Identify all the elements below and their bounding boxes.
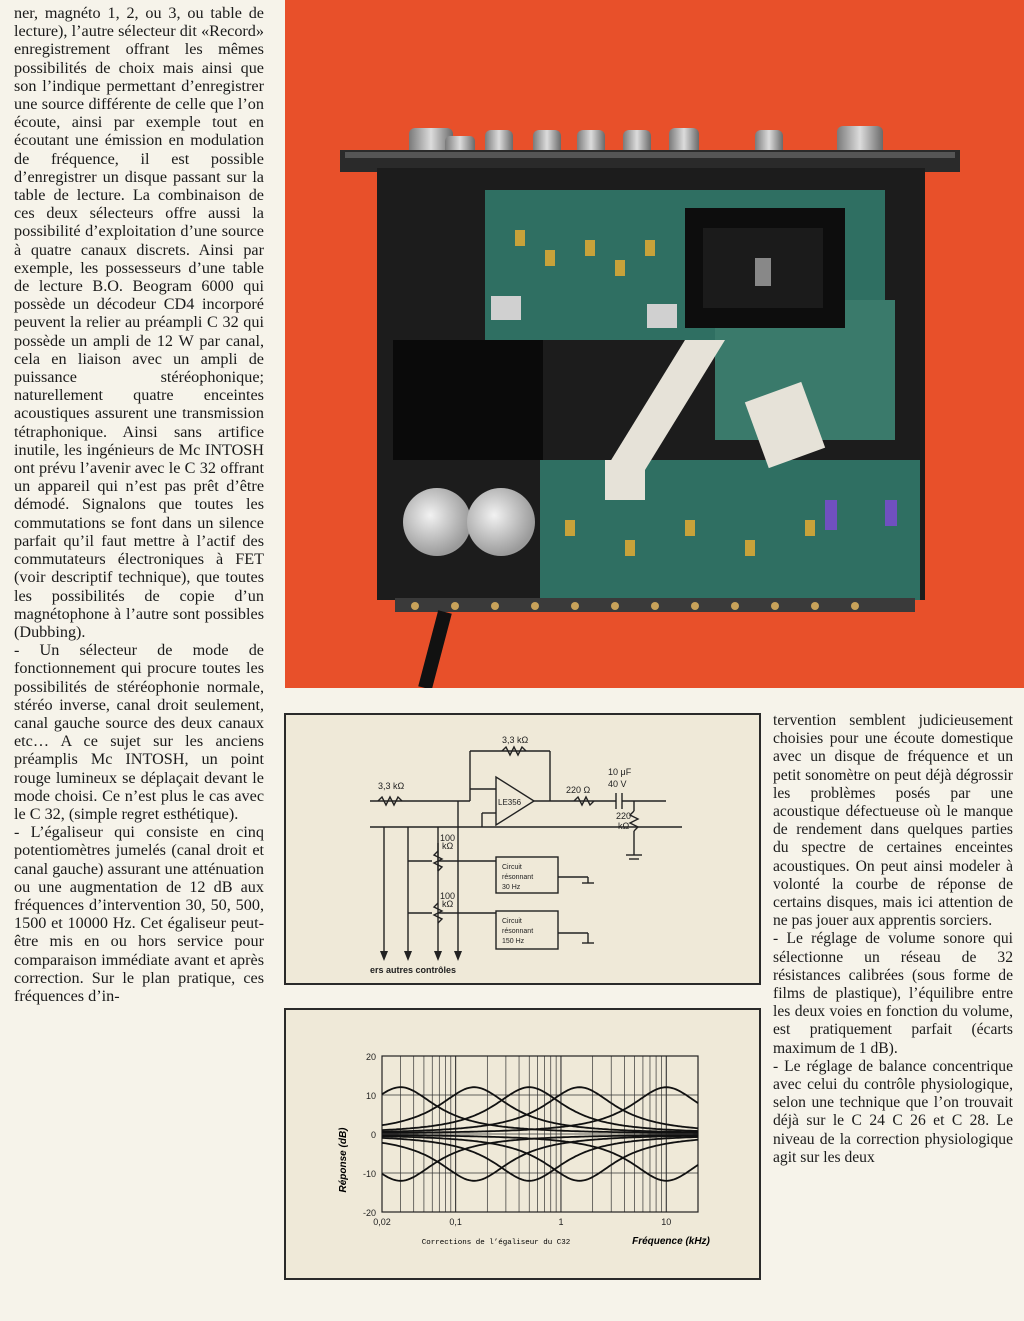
r-feedback-label: 3,3 kΩ xyxy=(502,735,529,745)
eq-curve-1500-hz-cut xyxy=(382,1136,698,1181)
paragraph: ner, magnéto 1, 2, ou 3, ou table de lecture), l’autre sélecteur dit «Record» enregistrement offrant les mêmes possibilités de choix mais ainsi que son l’indique permettant d’enregistrer une source différente de celle que l’on écoute, ainsi par exemple tout en écoutant une émission en modulation de fréquence, il est possible d’enregistrer un disque passant sur la table de lecture. La combinaison de ces deux sélecteurs offre aussi la possibilité d’exploitation d’une source à quatre canaux discrets. Ainsi par exemple, les possesseurs d’une table de lecture B.O. Beogram 6000 qui possède un décodeur CD4 incorporé peuvent la relier au préampli C 32 qui possède un ampli de 12 W par canal, cela en liaison avec un ampli de puissance stéréophonique; naturellement quatre enceintes acoustiques assurent une transmission tétraphonique. Ainsi sans artifice inutile, les ingénieurs de Mc INTOSH ont prévu l’avenir avec le C 32 offrant un appareil qui n’est pas prêt d’être démodé. Signalons que toutes les commutations se font dans un silence parfait qu’il faut mettre à l’actif des commutateurs électroniques à FET (voir descriptif technique), que toutes les possibilités de copie d’un magnétophone à l’autre sont possibles (Dubbing). xyxy=(14,4,264,641)
eq-curve-1500-hz-boost xyxy=(382,1087,698,1132)
preamp-interior-photo xyxy=(285,0,1024,688)
x-tick-label: 0,1 xyxy=(449,1217,462,1227)
bottom-label: ers autres contrôles xyxy=(370,965,457,975)
x-tick-label: 0,02 xyxy=(373,1217,391,1227)
eq-curve-500-hz-boost xyxy=(382,1087,698,1131)
pot1-value-label: 100 xyxy=(440,833,456,843)
paragraph: - Un sélecteur de mode de fonctionnement qui procure toutes les possibilités de stéréophonie normale, stéréo inverse, canal droit seulement, canal gauche source des deux canaux etc… A ce sujet sur les anciens préamplis Mc INTOSH, un point rouge lumineux se déplaçait devant le mode choisi. Ce n’est plus le cas avec le C 32, (simple regret esthétique). xyxy=(14,641,264,823)
left-text-column xyxy=(14,4,264,1005)
box1-line1: Circuit xyxy=(502,864,522,871)
y-tick-label: 10 xyxy=(365,1091,376,1101)
x-axis-label: Fréquence (kHz) xyxy=(632,1236,710,1247)
y-tick-label: 0 xyxy=(370,1130,376,1140)
paragraph: - Le réglage de volume sonore qui sélectionne un réseau de 32 résistances calibrées (sous forme de films de plastique), l’équilibre entre les deux voies en fonction du volume, est pratiquement parfait (écarts maximum de 1 dB). xyxy=(773,930,1013,1057)
r-load-value-label: 220 xyxy=(616,811,632,821)
opamp-label: LE356 xyxy=(498,798,522,807)
preamp-interior-photo-icon xyxy=(285,0,1024,688)
schematic-diagram xyxy=(286,715,759,983)
pot1-unit-label: kΩ xyxy=(442,841,454,851)
box1-line3: 30 Hz xyxy=(502,884,521,891)
pot2-unit-label: kΩ xyxy=(442,899,454,909)
y-tick-label: -10 xyxy=(362,1169,376,1179)
cap-value-label: 10 μF xyxy=(608,767,632,777)
chart-svg xyxy=(286,1010,759,1278)
box2-line2: résonnant xyxy=(502,928,534,935)
r-series-label: 220 Ω xyxy=(566,785,591,795)
cap-voltage-label: 40 V xyxy=(608,779,627,789)
r-input-label: 3,3 kΩ xyxy=(378,781,405,791)
box2-line3: 150 Hz xyxy=(502,938,525,945)
eq-curve-500-hz-cut xyxy=(382,1137,698,1181)
paragraph: tervention semblent judicieusement choisies pour une écoute domestique avec un disque de fréquence et un petit sonomètre on peut déjà dégrossir les problèmes posés par une acoustique défectueuse où le manque de rendement dans quelques parties du spectre de certaines enceintes acoustiques. On peut ainsi modeler à volonté la courbe de réponse de certains disques, mais ici attention de ne pas jouer aux apprentis sorciers. xyxy=(773,712,1013,930)
pot2-value-label: 100 xyxy=(440,891,456,901)
equalizer-response-chart xyxy=(284,1008,761,1280)
y-axis-label: Réponse (dB) xyxy=(338,1127,349,1193)
box1-line2: résonnant xyxy=(502,874,534,881)
x-tick-label: 1 xyxy=(558,1217,564,1227)
paragraph: - L’égaliseur qui consiste en cinq potentiomètres jumelés (canal droit et canal gauche) assurant une atténuation ou une augmentation de 12 dB aux fréquences d’intervention 30, 50, 500, 1500 et 10000 Hz. Cet égaliseur peut-être mis en ou hors service pour comparaison immédiate avant et après correction. Sur le plan pratique, ces fréquences d’in- xyxy=(14,823,264,1005)
box2-line1: Circuit xyxy=(502,918,522,925)
paragraph: - Le réglage de balance concentrique avec celui du contrôle physiologique, selon une technique que l’on trouvait déjà sur le C 24 C 26 et C 28. Le niveau de la correction physiologique agit sur les deux xyxy=(773,1057,1013,1166)
y-tick-label: -20 xyxy=(362,1208,376,1218)
r-load-unit-label: kΩ xyxy=(618,821,630,831)
chart-caption: Corrections de l’égaliseur du C32 xyxy=(421,1239,571,1247)
y-tick-label: 20 xyxy=(365,1052,376,1062)
chart-grid xyxy=(382,1056,698,1212)
equalizer-schematic xyxy=(284,713,761,985)
right-text-column xyxy=(773,712,1013,1167)
x-tick-label: 10 xyxy=(661,1217,672,1227)
